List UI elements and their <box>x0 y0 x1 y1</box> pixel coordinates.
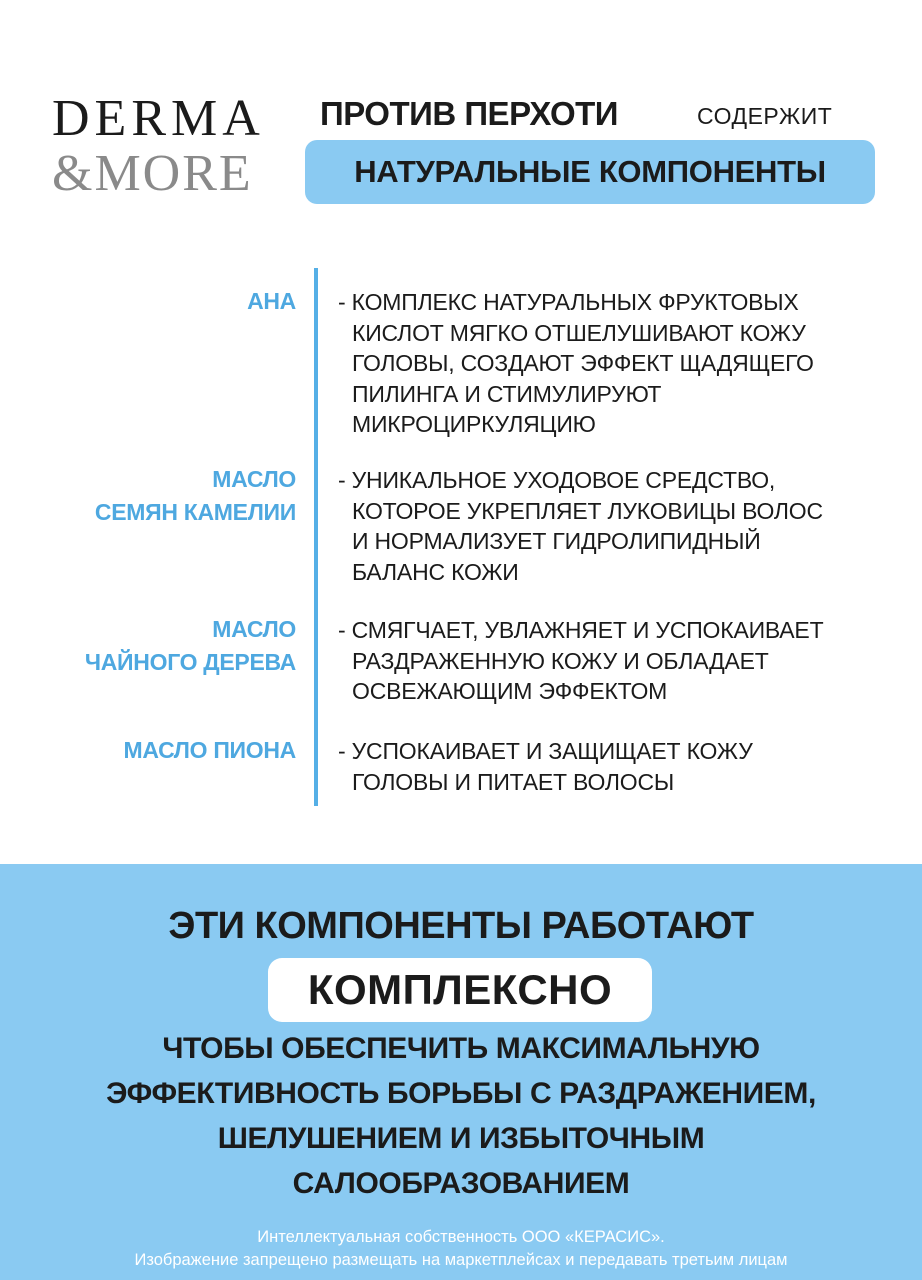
header-title: ПРОТИВ ПЕРХОТИ <box>320 95 619 132</box>
description-line: ОСВЕЖАЮЩИМ ЭФФЕКТОМ <box>352 678 668 704</box>
band-title: ЭТИ КОМПОНЕНТЫ РАБОТАЮТ <box>168 905 754 947</box>
ingredient-name-line: МАСЛО <box>212 616 296 642</box>
description-line: ПИЛИНГА И СТИМУЛИРУЮТ <box>352 380 662 407</box>
copyright-footer <box>0 1226 922 1272</box>
description-line: И НОРМАЛИЗУЕТ ГИДРОЛИПИДНЫЙ <box>352 528 761 554</box>
footer-line: Изображение запрещено размещать на маркетплейсах и передавать третьим лицам <box>134 1251 788 1269</box>
description-line: ГОЛОВЫ И ПИТАЕТ ВОЛОСЫ <box>352 768 675 795</box>
header-highlight-pill: НАТУРАЛЬНЫЕ КОМПОНЕНТЫ <box>305 140 875 204</box>
band-highlight-pill: КОМПЛЕКСНО <box>268 958 652 1022</box>
ingredient-name <box>247 285 296 318</box>
header-contains: СОДЕРЖИТ <box>697 103 833 129</box>
brand-logo <box>52 92 297 202</box>
band-text-line: ЧТОБЫ ОБЕСПЕЧИТЬ МАКСИМАЛЬНУЮ <box>162 1032 760 1065</box>
ingredient-name <box>95 463 296 529</box>
ingredient-name-line: МАСЛО ПИОНА <box>123 737 296 763</box>
footer-line: Интеллектуальная собственность ООО «КЕРАСИС». <box>257 1228 665 1246</box>
ingredient-name-line: МАСЛО <box>212 466 296 492</box>
ingredient-description <box>338 287 898 440</box>
ingredient-name-line: СЕМЯН КАМЕЛИИ <box>94 499 296 525</box>
band-text-line: ЭФФЕКТИВНОСТЬ БОРЬБЫ С РАЗДРАЖЕНИЕМ, <box>106 1077 816 1110</box>
ingredient-description <box>338 615 898 707</box>
description-line: КОТОРОЕ УКРЕПЛЯЕТ ЛУКОВИЦЫ ВОЛОС <box>352 497 823 524</box>
logo-line-more: &MORE <box>52 145 253 202</box>
description-line: - УСПОКАИВАЕТ И ЗАЩИЩАЕТ КОЖУ <box>338 738 753 764</box>
ingredient-description <box>338 465 898 587</box>
ingredient-name <box>123 734 296 767</box>
description-line: МИКРОЦИРКУЛЯЦИЮ <box>352 411 596 437</box>
logo-line-derma: DERMA <box>52 90 265 147</box>
description-line: БАЛАНС КОЖИ <box>352 558 519 585</box>
description-line: - УНИКАЛЬНОЕ УХОДОВОЕ СРЕДСТВО, <box>338 467 776 493</box>
ingredient-name-line: AHA <box>247 288 296 314</box>
ingredient-name <box>85 613 296 679</box>
description-line: - КОМПЛЕКС НАТУРАЛЬНЫХ ФРУКТОВЫХ <box>338 289 799 315</box>
band-text-line: САЛООБРАЗОВАНИЕМ <box>292 1167 630 1200</box>
ingredient-description <box>338 736 898 797</box>
ingredients-divider <box>314 268 318 806</box>
band-text <box>0 1026 922 1206</box>
description-line: ГОЛОВЫ, СОЗДАЮТ ЭФФЕКТ ЩАДЯЩЕГО <box>352 350 814 376</box>
ingredient-name-line: ЧАЙНОГО ДЕРЕВА <box>84 649 296 675</box>
band-text-line: ШЕЛУШЕНИЕМ И ИЗБЫТОЧНЫМ <box>217 1122 705 1155</box>
description-line: РАЗДРАЖЕННУЮ КОЖУ И ОБЛАДАЕТ <box>352 647 769 674</box>
description-line: - СМЯГЧАЕТ, УВЛАЖНЯЕТ И УСПОКАИВАЕТ <box>338 617 824 643</box>
description-line: КИСЛОТ МЯГКО ОТШЕЛУШИВАЮТ КОЖУ <box>352 319 806 346</box>
